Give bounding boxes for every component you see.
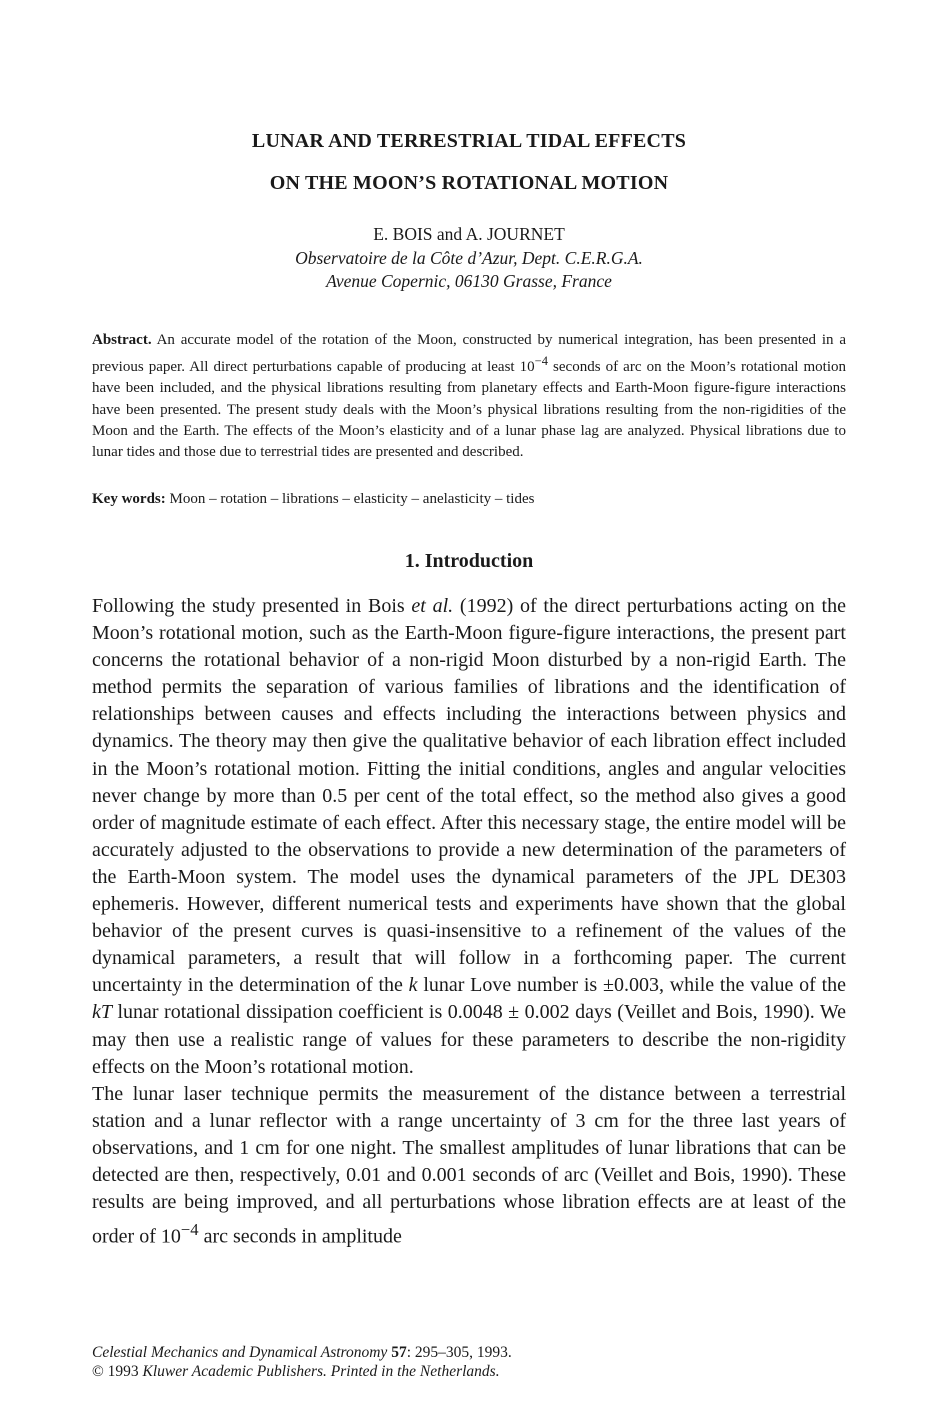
abstract-label: Abstract. [92, 332, 152, 348]
paper-title-line-2: ON THE MOON’S ROTATIONAL MOTION [269, 172, 669, 194]
footer [92, 1343, 846, 1381]
affiliation-line-1: Observatoire de la Côte d’Azur, Dept. C.E.R.G.A. [295, 248, 643, 268]
paragraph-1 [92, 593, 846, 1081]
paper-title-line-1: LUNAR AND TERRESTRIAL TIDAL EFFECTS [251, 130, 687, 152]
para1-text-c: lunar Love number is ±0.003, while the value of the [417, 974, 846, 997]
para1-text-d: lunar rotational dissipation coefficient is 0.0048 ± 0.002 days (Veillet and Bois, 1990). We may then use a realistic range of values for these parameters to describe the non-rigidity effects on the Moon’s rotational motion. [92, 1001, 846, 1078]
para1-etal: et al. [411, 595, 454, 617]
footer-copyright-line [92, 1362, 846, 1381]
keywords-label: Key words: [92, 491, 166, 507]
keywords-list: Moon – rotation – librations – elasticity – anelasticity – tides [169, 491, 535, 507]
para1-kt-symbol: kT [92, 1001, 112, 1024]
para1-k-symbol: k [408, 974, 418, 997]
para2-text-a: The lunar laser technique permits the measurement of the distance between a terrestrial station and a lunar reflector with a range uncertainty of 3 cm for the three last years of observations, and 1 cm for one night. The smallest amplitudes of lunar librations that can be detected are then, respectively, 0.01 and 0.001 seconds of arc (Veillet and Bois, 1990). These results are being improved, and all perturbations whose libration effects are at least of the order of 10 [92, 1082, 846, 1248]
footer-copyright: © 1993 [92, 1363, 143, 1380]
affiliation-line-2: Avenue Copernic, 06130 Grasse, France [326, 271, 612, 291]
footer-journal-line [92, 1343, 846, 1362]
footer-volume: 57 [391, 1344, 407, 1361]
paragraph-2 [92, 1081, 846, 1251]
abstract-exponent: −4 [534, 354, 548, 369]
para2-exponent: −4 [180, 1220, 199, 1240]
para2-text-b: arc seconds in amplitude [198, 1225, 402, 1248]
abstract-text-part-2: seconds of arc on the Moon’s rotational motion have been included, and the physical librations resulting from planetary effects and Earth-Moon figure-figure interactions have been presented. The present study deals with the Moon’s physical librations resulting from the non-rigidities of the Moon and the Earth. The effects of the Moon’s elasticity and of a lunar phase lag are analyzed. Physical librations due to lunar tides and those due to terrestrial tides are presented and described. [92, 359, 847, 461]
abstract-text-part-1: An accurate model of the rotation of the Moon, constructed by numerical integration, has been presented in a previous paper. All direct perturbations capable of producing at least 10 [92, 332, 846, 376]
footer-pages-year: : 295–305, 1993. [406, 1344, 512, 1361]
section-heading-introduction: 1. Introduction [404, 550, 534, 572]
para1-text-a: Following the study presented in Bois [92, 595, 412, 617]
para1-text-b: (1992) of the direct perturbations acting on the Moon’s rotational motion, such as the Earth-Moon figure-figure interactions, the present part concerns the rotational behavior of a non-rigid Moon disturbed by a non-rigid Earth. The method permits the separation of various families of librations and the identification of relationships between causes and effects including the interactions between physics and dynamics. The theory may then give the qualitative behavior of each libration effect included in the Moon’s rotational motion. Fitting the initial conditions, angles and angular velocities never change by more than 0.5 per cent of the total effect, so the method also gives a good order of magnitude estimate of each effect. After this necessary stage, the entire model will be accurately adjusted to the observations to provide a new determination of the parameters of the Earth-Moon system. The model uses the dynamical parameters of the JPL DE303 ephemeris. However, different numerical tests and experiments have shown that the global behavior of the present curves is quasi-insensitive to a refinement of the values of the dynamical parameters, a result that will follow in a forthcoming paper. The current uncertainty in the determination of the [92, 595, 846, 997]
keywords [92, 489, 846, 510]
body-text [92, 593, 846, 1251]
footer-journal: Celestial Mechanics and Dynamical Astronomy [92, 1344, 388, 1361]
authors: E. BOIS and A. JOURNET [373, 224, 565, 244]
footer-publisher: Kluwer Academic Publishers. Printed in the Netherlands. [142, 1363, 500, 1380]
abstract [92, 330, 846, 463]
